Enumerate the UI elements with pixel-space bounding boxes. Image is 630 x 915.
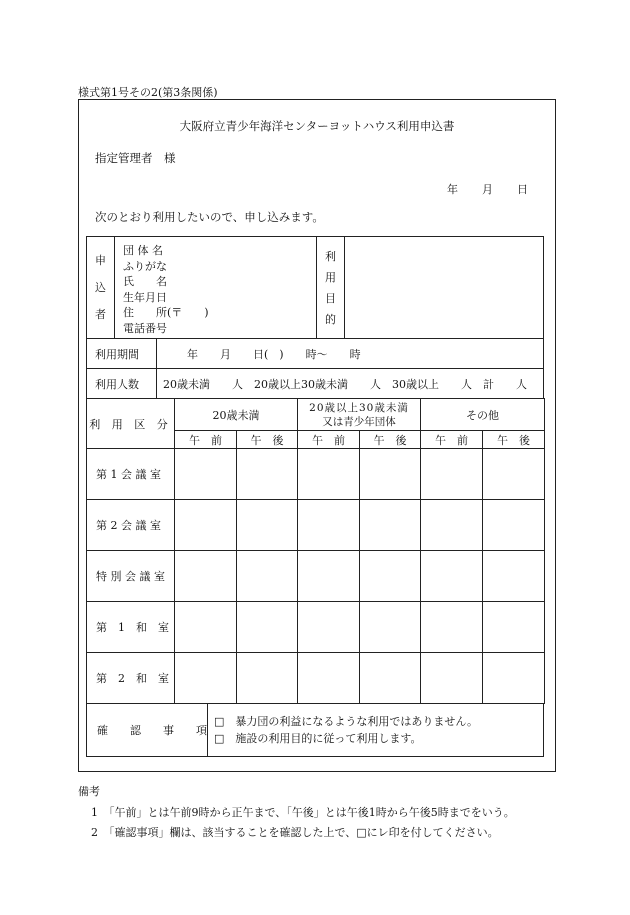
date-day[interactable]: 日 [517,183,528,196]
applicant-header-char: 申 [95,254,106,267]
slot-cell[interactable] [421,602,483,653]
field-birthdate: 生年月日 [123,290,167,304]
slot-cell[interactable] [237,602,298,653]
confirmation-checkbox-item[interactable]: □ 暴力団の利益になるような利用ではありません。 [214,715,479,728]
applicant-table [86,236,544,339]
slot-cell[interactable] [421,500,483,551]
pm-header: 午 後 [360,431,421,449]
period-field[interactable]: 年 月 日( ) 時〜 時 [157,339,544,369]
pm-header: 午 後 [237,431,298,449]
slot-cell[interactable] [421,551,483,602]
slot-cell[interactable] [421,653,483,704]
room-label: 第 1 会 議 室 [87,449,175,500]
slot-cell[interactable] [360,551,421,602]
slot-cell[interactable] [360,449,421,500]
field-name: 氏 名 [123,275,167,288]
addressee: 指定管理者 様 [95,151,176,165]
field-address: 住 所(〒 ) [123,306,209,319]
usage-group-20to30 [298,399,421,431]
slot-cell[interactable] [298,449,360,500]
slot-cell[interactable] [483,602,545,653]
headcount-field[interactable]: 20歳未満 人 20歳以上30歳未満 人 30歳以上 人 計 人 [157,369,544,399]
am-header: 午 前 [175,431,237,449]
room-label: 第 2 会 議 室 [87,500,175,551]
purpose-field[interactable] [345,237,544,339]
slot-cell[interactable] [298,551,360,602]
room-label: 第 1 和 室 [87,602,175,653]
slot-cell[interactable] [175,551,237,602]
room-label: 第 2 和 室 [87,653,175,704]
usage-group-20to30-line1: 20歳以上30歳未満 [309,401,409,414]
period-table [86,338,544,369]
field-group-name: 団 体 名 [123,244,163,257]
usage-group-20to30-line2: 又は青少年団体 [322,415,396,428]
slot-cell[interactable] [421,449,483,500]
slot-cell[interactable] [483,449,545,500]
purpose-header-char: 用 [325,270,336,284]
slot-cell[interactable] [175,602,237,653]
slot-cell[interactable] [237,500,298,551]
period-label: 利用期間 [87,339,157,369]
purpose-header-char: 利 [325,249,336,263]
purpose-header-char: 的 [325,312,336,326]
applicant-header [87,237,115,339]
date-month[interactable]: 月 [482,183,493,196]
confirmation-checkbox-item[interactable]: □ 施設の利用目的に従って利用します。 [214,732,422,745]
usage-group-under20: 20歳未満 [175,399,298,431]
purpose-header-char: 目 [325,291,336,305]
slot-cell[interactable] [175,449,237,500]
confirmation-label: 確 認 事 項 [87,704,208,757]
headcount-table [86,368,544,399]
applicant-header-char: 者 [95,308,106,321]
headcount-label: 利用人数 [87,369,157,399]
slot-cell[interactable] [483,551,545,602]
slot-cell[interactable] [483,653,545,704]
slot-cell[interactable] [483,500,545,551]
note-item: 2 「確認事項」欄は、該当することを確認した上で、□にレ印を付してください。 [91,826,499,839]
slot-cell[interactable] [298,653,360,704]
notes-heading: 備考 [78,785,100,798]
field-phone: 電話番号 [123,321,167,335]
purpose-header [317,237,345,339]
form-number: 様式第1号その2(第3条関係) [78,86,218,99]
slot-cell[interactable] [175,500,237,551]
slot-cell[interactable] [298,500,360,551]
slot-cell[interactable] [360,500,421,551]
am-header: 午 前 [298,431,360,449]
note-item: 1 「午前」とは午前9時から正午まで、「午後」とは午後1時から午後5時までをいう。 [91,806,515,819]
am-header: 午 前 [421,431,483,449]
field-furigana: ふりがな [123,259,167,273]
room-label: 特 別 会 議 室 [87,551,175,602]
usage-table [86,398,545,704]
slot-cell[interactable] [175,653,237,704]
slot-cell[interactable] [237,449,298,500]
slot-cell[interactable] [360,602,421,653]
slot-cell[interactable] [237,653,298,704]
usage-group-other: その他 [421,399,545,431]
slot-cell[interactable] [298,602,360,653]
form-title: 大阪府立青少年海洋センターヨットハウス利用申込書 [179,119,455,133]
usage-label: 利 用 区 分 [87,399,175,449]
applicant-fields[interactable] [115,237,317,339]
intro-text: 次のとおり利用したいので、申し込みます。 [95,210,324,224]
date-year[interactable]: 年 [447,183,458,196]
slot-cell[interactable] [360,653,421,704]
slot-cell[interactable] [237,551,298,602]
confirmation-table [86,703,544,757]
confirmation-items [208,704,544,757]
pm-header: 午 後 [483,431,545,449]
applicant-header-char: 込 [95,281,106,294]
